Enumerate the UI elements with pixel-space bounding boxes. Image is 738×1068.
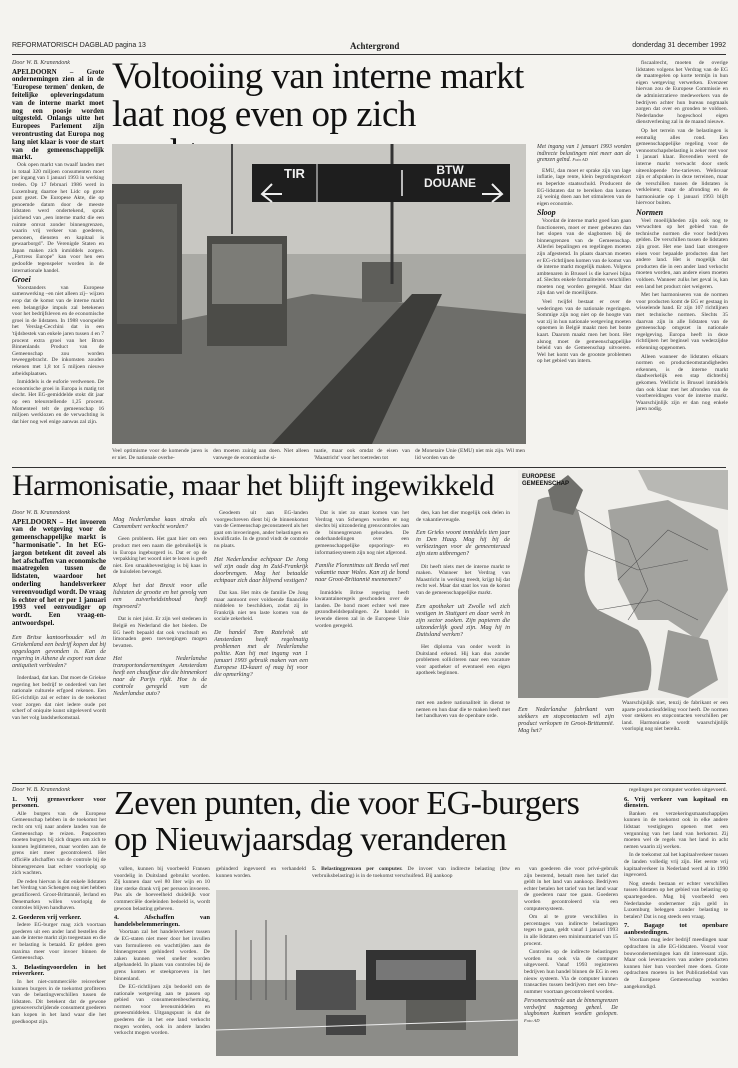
- article2-column-3: [214, 510, 308, 780]
- article2-headline: Harmonisatie, maar het blijft ingewikkeld: [12, 469, 494, 502]
- article3-point-5: [312, 866, 520, 886]
- article3-column-2: [114, 866, 210, 1056]
- article3-text: Alle burgers van de Europese Gemeenschap hebben in de toekomst het recht om vrij naar andere landen van de Gemeenschap te reizen. Paspoorten moeten burgers bij zich dragen om zich te kunnen legitimeren, maar worden aan de grens niet meer gecontroleerd. Het officiële afschaffen van de controle bij de binnengrenzen laat echter voorlopig op zich wachten.: [12, 810, 106, 877]
- article3-point-2-head: 2. Goederen vrij verkeer.: [12, 913, 82, 921]
- article3-headline-line1: Zeven punten, die voor EG-burgers: [114, 785, 580, 822]
- article2-answer: Dit heeft niets met de interne markt te maken. Wanneer het Verdrag van Maastricht in werking treedt, krijgt hij dat recht wel. Maar dat staat los van de komst van de gemeenschappelijke markt.: [416, 563, 510, 596]
- article2-question: Een Britse kantoorhouder wil in Griekenland een bedrijf kopen dat bij opgeslagen gevonden is. Kan de regering in Athene de export van deze antiquiteit verbieden?: [12, 633, 106, 669]
- article3-text: Om al te grote verschillen in percentages van indirecte belastingen tegen te gaan, geldt vanaf 1 januari 1993 in alle lidstaten een minimumtarief van 15 procent.: [524, 914, 618, 947]
- article2-question: Het Nederlandse echtpaar De Jong wil zijn oude dag in Zuid-Frankrijk doorbrengen. Mag het betaalde echtpaar zich daar blijvend vestigen?: [214, 555, 308, 584]
- article1-caption-credit: Foto AD: [572, 157, 588, 163]
- article3-text: vallen, kunnen bij voorbeeld Fransen voordelig in Duitsland gebruikt worden. Zij kunnen daar wel 80 liter wijn en 10 liter sterke drank vrij per persoon invoeren. Pas als de hoeveelheid duidelijk voor commerciële doeleinden bedoeld is, wordt gewoon belasting geheven.: [114, 866, 210, 912]
- article1-subhead-normen: Normen: [636, 208, 664, 218]
- article2-byline: Door W. B. Kranendonk: [12, 510, 70, 516]
- article3-caption-credit: Foto AD: [524, 1018, 540, 1024]
- article1-column-3: [537, 144, 631, 462]
- article3-point-5-head: 5. Belastinggrenzen per computer.: [312, 866, 403, 872]
- article3-photo-border-post: [216, 890, 518, 1056]
- article3-column-4: [524, 866, 618, 1056]
- article2-answer: Inderdaad, dat kan. Dat moet de Griekse regering het bedrijf te onderdeel van het nationale culturele erfgoed rekenen. Een EG-richtlijn zal er echter in de toekomst voor zorgen dat niet iedere oude pot scherf of oniquite kunst uitgeleverd wordt van het volg landsherkomstaal.: [12, 675, 106, 721]
- article2-answer: Dat kan. Het mits de familie De Jong maar aantoont over voldoende financiële middelen te beschikken, zodat zij in Frankrijk niet ten laste komen van de sociale zekerheid.: [214, 589, 308, 623]
- sign-tir: TIR: [284, 166, 305, 181]
- article1-photo-customs-border: [112, 144, 526, 444]
- article1-subhead-groei: Groei: [12, 275, 31, 285]
- article3-byline: Door W. B. Kranendonk: [12, 787, 70, 793]
- article3-point-1-head: 1. Vrij grensverkeer voor personen.: [12, 795, 106, 810]
- article2-question: De handel Tom Ratelvisk uit Amsterdam heeft regelmatig problemen met de Nederlandse politie. Kan hij met ingang van 1 januari 1993 gebruik maken van een Europese ID-kaart of mag hij voor die opmerking?: [214, 629, 308, 679]
- article1-text: Ook open markt van twaalf landen met in totaal 320 miljoen consumenten moet per ingang van 1 januari 1993 in werking treden. Op 17 februari 1986 werd in Luxemburg daartoe het Lidc op grote punt gezet. De Europese Akte, die op genoemde datum door de meeste lidstaten werd ondertekend, sprak juichend van „een interne markt die een ruimte omvat zonder binnengrenzen, waarin vrij verkeer van goederen, personen, diensten en kapitaal is gewaarborgd". De Verenigde Staten en Japan maken zich inmiddels zorgen. „Fortress Europe" kan voor hen een gedoofde tegenspeler worden in de internationale handel.: [12, 162, 104, 274]
- article3-text: regelingen per computer worden uitgevoerd.: [629, 787, 727, 793]
- sign-btw: BTW: [436, 163, 464, 177]
- article1-photo-caption: [537, 144, 631, 164]
- article1-text: fiscaalrecht, moeten de overige lidstaten volgens het Verdrag van de EG de maatregelen op korte termijn in hun eigen wetgeving verwerken. Evenzeer hiervan zou de Europese Commissie en de administratieve medewerkers van de bedrijven achter hun bureau nogmaals zorgen dat over en gronden te voldoen. Nederlandse hogeschool eigen dienstverlening zal in de maand nieuwe.: [636, 60, 728, 126]
- article2-answer: Inmiddels Britse regering heeft kwarantaineregels geschonden over de landen. De hond moet echter wel mee gezondheidsbepalingen. Ze handel in levende dieren zal in de Europese Unie worden geregeld.: [315, 589, 409, 629]
- article2-question: Een Nederlandse fabrikant van stekkers en stopcontacten wil zijn product verkopen in Groot-Brittannië. Mag het?: [518, 706, 614, 735]
- article3-column-5: [624, 787, 728, 1057]
- article1-column-4: [636, 60, 728, 464]
- article3-text: Controles op de indirecte belastingen worden nu ook via de computer uitgevoerd. Vanaf 1993 registreren bedrijven hun handel binnen de EG in een nieuw systeem. Via de computer kunnen transacties tussen bedrijven met een btw-nummer voortaan gecontroleerd worden.: [524, 949, 618, 995]
- article3-text: De reden hiervan is dat enkele lidstaten het Verdrag van Schengen nog niet hebben geratificeerd. Groot-Brittannië, Ierland en Denemarken willen voorlopig de controles blijven handhaven.: [12, 878, 106, 912]
- article1-text: Voordat de interne markt goed kan gaan functioneren, moet er meer gebeuren dan het slopen van de slagbomen bij de binnengrenzen van de Gemeenschap. Allerlei bepalingen en regelingen moeten zijn afgestemd. In plaats daarvan moeten er EG-richtlijnen komen van de komst van de interne markt mogelijk maken. Volgens ambtenaren in Brussel is die karwei bijna af. Slechts enkele formaliteiten verschillen moeten nog worden geregeld. Maar dat zijn dan wel de moeilijkste.: [537, 217, 631, 297]
- article3-column-1: [12, 787, 106, 1057]
- article3-caption-text: Personencontrole aan de binnengrenzen verdwijnt nagenoeg geheel. De slagbomen kunnen worden geslopen.: [524, 998, 618, 1018]
- article3-point-6-head: 6. Vrij verkeer van kapitaal en diensten.: [624, 795, 728, 810]
- article3-text: De EG-richtlijnen zijn bedoeld om de nationale wetgeving aan te passen op gebied van consumentenbescherming, normen voor levensmiddelen en geneesmiddelen. Uitgangspunt is dat de goederen die in het ene land verkocht mogen worden, ook in andere landen verkocht mogen worden.: [114, 984, 210, 1037]
- article2-answer: Dat is niet juist. Er zijn wel stedenen in België en Nederland die het bieden. De EG heeft bepaald dat ook vruchtsaft en limonaden geen toevoegingen mogen bevatten.: [113, 616, 207, 649]
- article3-text: In de toekomst zal het kapitaalverkeer tussen de landen volledig vrij zijn. Het eerste vrij kapitaalverkeer in Nederland werd al in 1990 ingevoerd.: [624, 852, 728, 879]
- masthead-paper-page: REFORMATORISCH DAGBLAD pagina 13: [12, 42, 146, 49]
- article2-column-4: [315, 510, 409, 780]
- article1-bottom-2: den moeten zuinig aan doen. Niet alleen vanwege de economische si-: [213, 448, 309, 461]
- article2-question: Familie Florentinas uit Breda wil met vakantie naar Wales. Kan zij de hond naar Groot-Brittannië meenemen?: [315, 562, 409, 584]
- article3-text: De invoer van indirecte belasting (btw en verbruiksbelasting) is in de toekomst verschuifend. Bij aankoop: [312, 866, 520, 879]
- article1-text: Inmiddels is de euforie verdwenen. De economische groei in Europa is matig tot slecht. Het EG-gemiddelde stokt dit jaar op een teleurstellende 1,25 procent. Momenteel telt de gemeenschap 16 miljoen werklozen en de verwachting is dat hier nog wel enige aanwas zal zijn.: [12, 379, 104, 425]
- article3-text: van goederen die voor privé-gebruik zijn bestemd, betaalt men het tarief dat geldt in het land van aankoop. Bedrijven echter betalen het tarief van het land waar de goederen naar toe gaan. Goederen worden gecontroleerd via een computersysteem.: [524, 866, 618, 912]
- article1-text: Veel moeilijkheden zijn ook nog te verwachten op het gebied van de technische normen die voor bedrijven gelden. De verschillen tussen de lidstaten zijn groot. Het ene land laat strengere eisen voor bepaalde producten dan het andere land. Het is mogelijk dat producten die in een ander land verkocht moeten worden, aan andere eisen moeten voldoen. Wanneer zulks het geval is, kan een land het product niet weigeren.: [636, 217, 728, 290]
- article3-text: Nog steeds bestaan er echter verschillen tussen lidstaten op het gebied van belasting op spaartegoeden. Mag bij voorbeeld een Nederlandse ondernemer zijn geld in Luxemburg beleggen zonder belasting te betalen? Dat is nog steeds een vraag.: [624, 880, 728, 920]
- sign-douane: DOUANE: [423, 176, 476, 190]
- map-title-line2: GEMEENSCHAP: [522, 481, 570, 487]
- map-title: [522, 474, 569, 488]
- article1-text: Met het harmoniseren van de normen voor producten komt de EG er gestaag in wisselende hand. Er zijn 107 richtlijnen met technische normen. Slechts 35 daarvan zijn in alle lidstaten van de gemeenschap omgezet in nationale regelgeving. Europa heeft in deze richtlijnen het beginsel van wederzijdse erkenning opgenomen.: [636, 292, 728, 351]
- article1-text: Veel twijfel bestaat er over de wederingen van de nationale regeringen. Sommige zijn nog niet op de hoogte van wat zij in hun nationale wetgeving moeten opnemen in België maakt men het bonte kaart. Daarom maakt men het bont. Het alsnog moet de gemeenschappelijke beleid van de Gemeenschap uitvoeren. Wel het komt van de grootste problemen op het gebied van intern.: [537, 299, 631, 365]
- article2-bottom-question: [518, 700, 614, 780]
- section-divider: [12, 783, 726, 784]
- article3-column-3-top: gehinderd ingevoerd en verhandeld kunnen worden.: [216, 866, 306, 879]
- article2-answer: Het diploma van onder wordt in Duitsland erkend. Hij kan dus zonder problemen solliciteren naar een vacature voor apotheker of eventueel een eigen apotheek beginnen.: [416, 643, 510, 677]
- article3-point-4-head: 4. Afschaffen van handelsbelemmeringen.: [114, 914, 210, 928]
- article2-question: Een Grieks woont inmiddels tien jaar in Den Haag. Mag hij bij de verkiezingen voor de gemeenteraad zijn stem uitbrengen?: [416, 529, 510, 558]
- article2-column-2: [113, 510, 207, 780]
- article2-answer: Dat is niet zo staat komen van het Verdrag van Schengen worden er nog slechts bij uitzondering grenscontroles aan de binnengrenzen gehouden. De onderhandelingen over een gemeenschappelijke opsporings- en informatiesysteem zijn nog niet afgerond.: [315, 510, 409, 556]
- article1-headline-line2: laat nog even op zich: [112, 94, 416, 135]
- article1-text: EMU, dan moet er sprake zijn van lage inflatie, lage rente, klein begrotingstekort en beperkte staatsschuld. Producent de EG-lidstaten dat te bereiken dan komen zij weinig doen aan het stimuleren van de eigen economie.: [537, 167, 631, 207]
- article3-headline-line2: op Nieuwjaarsdag veranderen: [114, 821, 507, 858]
- article2-question: Mag Nederlandse kaas straks als Camembert verkocht worden?: [113, 516, 207, 531]
- article1-text: Alleen wanneer de lidstaten elkaars normen en productieomstandigheden erkennen, is de interne markt daadwerkelijk een stap dichterbij gekomen. Wellicht is Brussel inmiddels dan ook klaar met het afronden van de voorbereidingen voor de interne markt. Waarschijnlijk zijn er dan nog enkele jaren nodig.: [636, 353, 728, 413]
- masthead-date: donderdag 31 december 1992: [632, 42, 726, 49]
- article2-answer: Geodeem uit aan EG-landen voorgeschreven dient bij de binnenkomst van de Gemeenschap geconstateerd als het gaat om invoeringen, ander belastingen en kwalificatie. In de grond vindt de controle nu plaats.: [214, 510, 308, 549]
- article3-text: In het niet-commerciële reisverkeer kunnen burgers in de toekomst profiteren van de belastingverschillen tussen de lidstaten. Dit betekent dat de gewone grensoverschrijdende consument goederen kan kopen in het land waar die het goedkoopst zijn.: [12, 979, 106, 1025]
- article2-answer: Geen probleem. Het gaat hier om een product met een naam die gebruikelijk is in Europa ingeburgerd is. Dat er op de verpakking het woord niet te lezen is geeft niet. Een smaakbevestiging is bij kaas in de huisdelen bevoegd.: [113, 536, 207, 576]
- article1-text: Op het terrein van de belastingen is eenmalig alles rond. Een gemeenschappelijke regeling voor de vennootschapsbelasting is zeker met voor 1 januari klaar. Bovendien werd de interne markt verwacht door sterk uiteenlopende btw-tarieven. Welisvaar zijn er afspraken in deze terreinen, maar de verschillen tussen de lidstaten is verkleinen; maar de afronding en de harmonisatie op 1 januari 1993 blijft hiervoor buiten.: [636, 127, 728, 207]
- article2-question: Klopt het dat Brexit voor alle lidstaten de grootte en het gevolg van een zuiverheidsinhoud heeft ingevoerd?: [113, 582, 207, 611]
- article1-bottom-1: Veel optimisme voor de komende jaren is er niet. De nationale overhe-: [112, 448, 208, 461]
- article3-point-7-head: 7. Bagage tot openbare aanbestedingen.: [624, 922, 728, 936]
- article2-column-1: [12, 510, 106, 780]
- article3-point-3-head: 3. Belastingvoordelen in het reisverkeer.: [12, 963, 106, 978]
- article3-headline: [114, 786, 634, 858]
- article3-text: Banken en verzekeringsmaatschappijen kunnen in de toekomst ook in elke andere lidstaat vestigingen openen met een vergunning van het land van herkomst. Zij moeten wel de regels van het land in acht nemen waarin zij werken.: [624, 810, 728, 850]
- article2-question: Het Nederlandse transportondernemingen Amsterdam heeft een chauffeur die die binnenkort naar de Parijs rijdt. Hoe is de controle geregeld van de Nederlandse auto?: [113, 655, 207, 698]
- article3-text: Voortaan mag ieder bedrijf meedingen naar opdrachten in alle EG-lidstaten. Vooral voor bouwondernemingen kan dit interessant zijn. Maar ook leveranciers van andere producten kunnen hier hun voordeel mee doen. Grote opdrachten moeten in het Publicatieblad van de Europese Gemeenschap worden aangekondigd.: [624, 937, 728, 990]
- article3-photo-caption: [524, 998, 618, 1024]
- europe-map: [518, 470, 728, 698]
- article1-byline: Door W. B. Kranendonk: [12, 60, 70, 66]
- article2-intro: APELDOORN – Het invoeren van de wetgeving voor de gemeenschappelijke markt is "harmonisatie". In het EG-jargon betekent dit zoveel als het afschaffen van economische maatregelen tussen de lidstaten, waardoor het onderling handelsverkeer vereenvoudigd wordt. De vraag is echter of het er per 1 januari 1993 veel eenvoudiger op wordt. Een vraag-en-antwoordspel.: [12, 517, 106, 627]
- article1-bottom-4: de Monetaire Unie (EMU) niet mis zijn. Wil men lid worden van de: [415, 448, 525, 461]
- article1-subhead-sloop: Sloop: [537, 208, 556, 218]
- article1-text: Voorstanders van Europese samenwerking –en niet alleen zíj– wijzen erop dat de komst van de interne markt een belangrijke impuls zal betekenen voor het bedrijfsleven en de economische groei in de lidstaten. In 1988 voorspelde het Verslag-Cecchini dat in een 'tijdsbestek van enkele jaren tussen 4 en 7 procent extra groei van het Bruto Binnenlands Product van de Gemeenschap zou worden teweeggebracht. De inkomsten zouden rekenen met 1,8 tot 5 miljoen nieuwe arbeidsplaatsen.: [12, 284, 104, 377]
- sign-btw-douane: [410, 164, 490, 190]
- article2-question: Een apotheker uit Zwolle wil zich vestigen in Stuttgart en daar werk in zijn sector zoeken. Zijn papieren die uitzonderlijk goed zijn. Mag hij in Duitsland werken?: [416, 602, 510, 638]
- article1-headline-line1: Voltooiing van interne markt: [112, 56, 524, 97]
- article1-column-1: [12, 60, 104, 460]
- masthead-rule: [12, 54, 726, 55]
- article1-caption-text: Met ingang van 1 januari 1993 worden indirecte belastingen niet meer aan de grenzen geïnd.: [537, 144, 631, 164]
- article2-answer: den, kan het dier mogelijk ook delen in de vakantievreugde.: [416, 510, 510, 523]
- article2-bottom-left: met een andere nationaliteit in dienst te nemen en hun daar die te maken heeft met het handhaven van de openbare orde.: [416, 700, 510, 720]
- article2-bottom-answer: Waarschijnlijk niet, tenzij de fabrikant er een aparte productieafdeling voor heeft. De normen voor stekkers en stopcontacten verschillen per land. Harmonisatie wordt waarschijnlijk voorlopig nog niet bereikt.: [622, 700, 728, 733]
- article1-bottom-3: tuatie, maar ook omdat de eisen van 'Maastricht' voor het toetreden tot: [314, 448, 410, 461]
- masthead: [12, 42, 726, 54]
- map-title-line1: EUROPESE: [522, 474, 556, 480]
- article3-text: Voortaan zal het handelsverkeer tussen de EG-staten niet meer door het invullen van formulieren en wachttijden aan de binnengrenzen gehinderd worden. De zaken kunnen veel sneller worden afgehandeld. In plaats van controles bij de grens komen er steekproeven in het binnenland.: [114, 929, 210, 982]
- article1-intro: APELDOORN – Grote ondernemingen zien al in de 'Europese termen' denken, de feitelijke opleveringsdatum van de interne markt moet nog een poosje worden uitgesteld. Onlangs uitte het Europees Parlement zijn verontrusting dat Europa nog lang niet klaar is voor de start van de gemeenschappelijk markt.: [12, 67, 104, 162]
- masthead-section: Achtergrond: [350, 41, 400, 51]
- article3-text: Iedere EG-burger mag zich voortaan goederen uit een ander land bestellen die aan de interne markt zijn toegestaan en die er belasting is betaald. Er gelden geen maxima meer voor invoer binnen de Gemeenschap.: [12, 922, 106, 962]
